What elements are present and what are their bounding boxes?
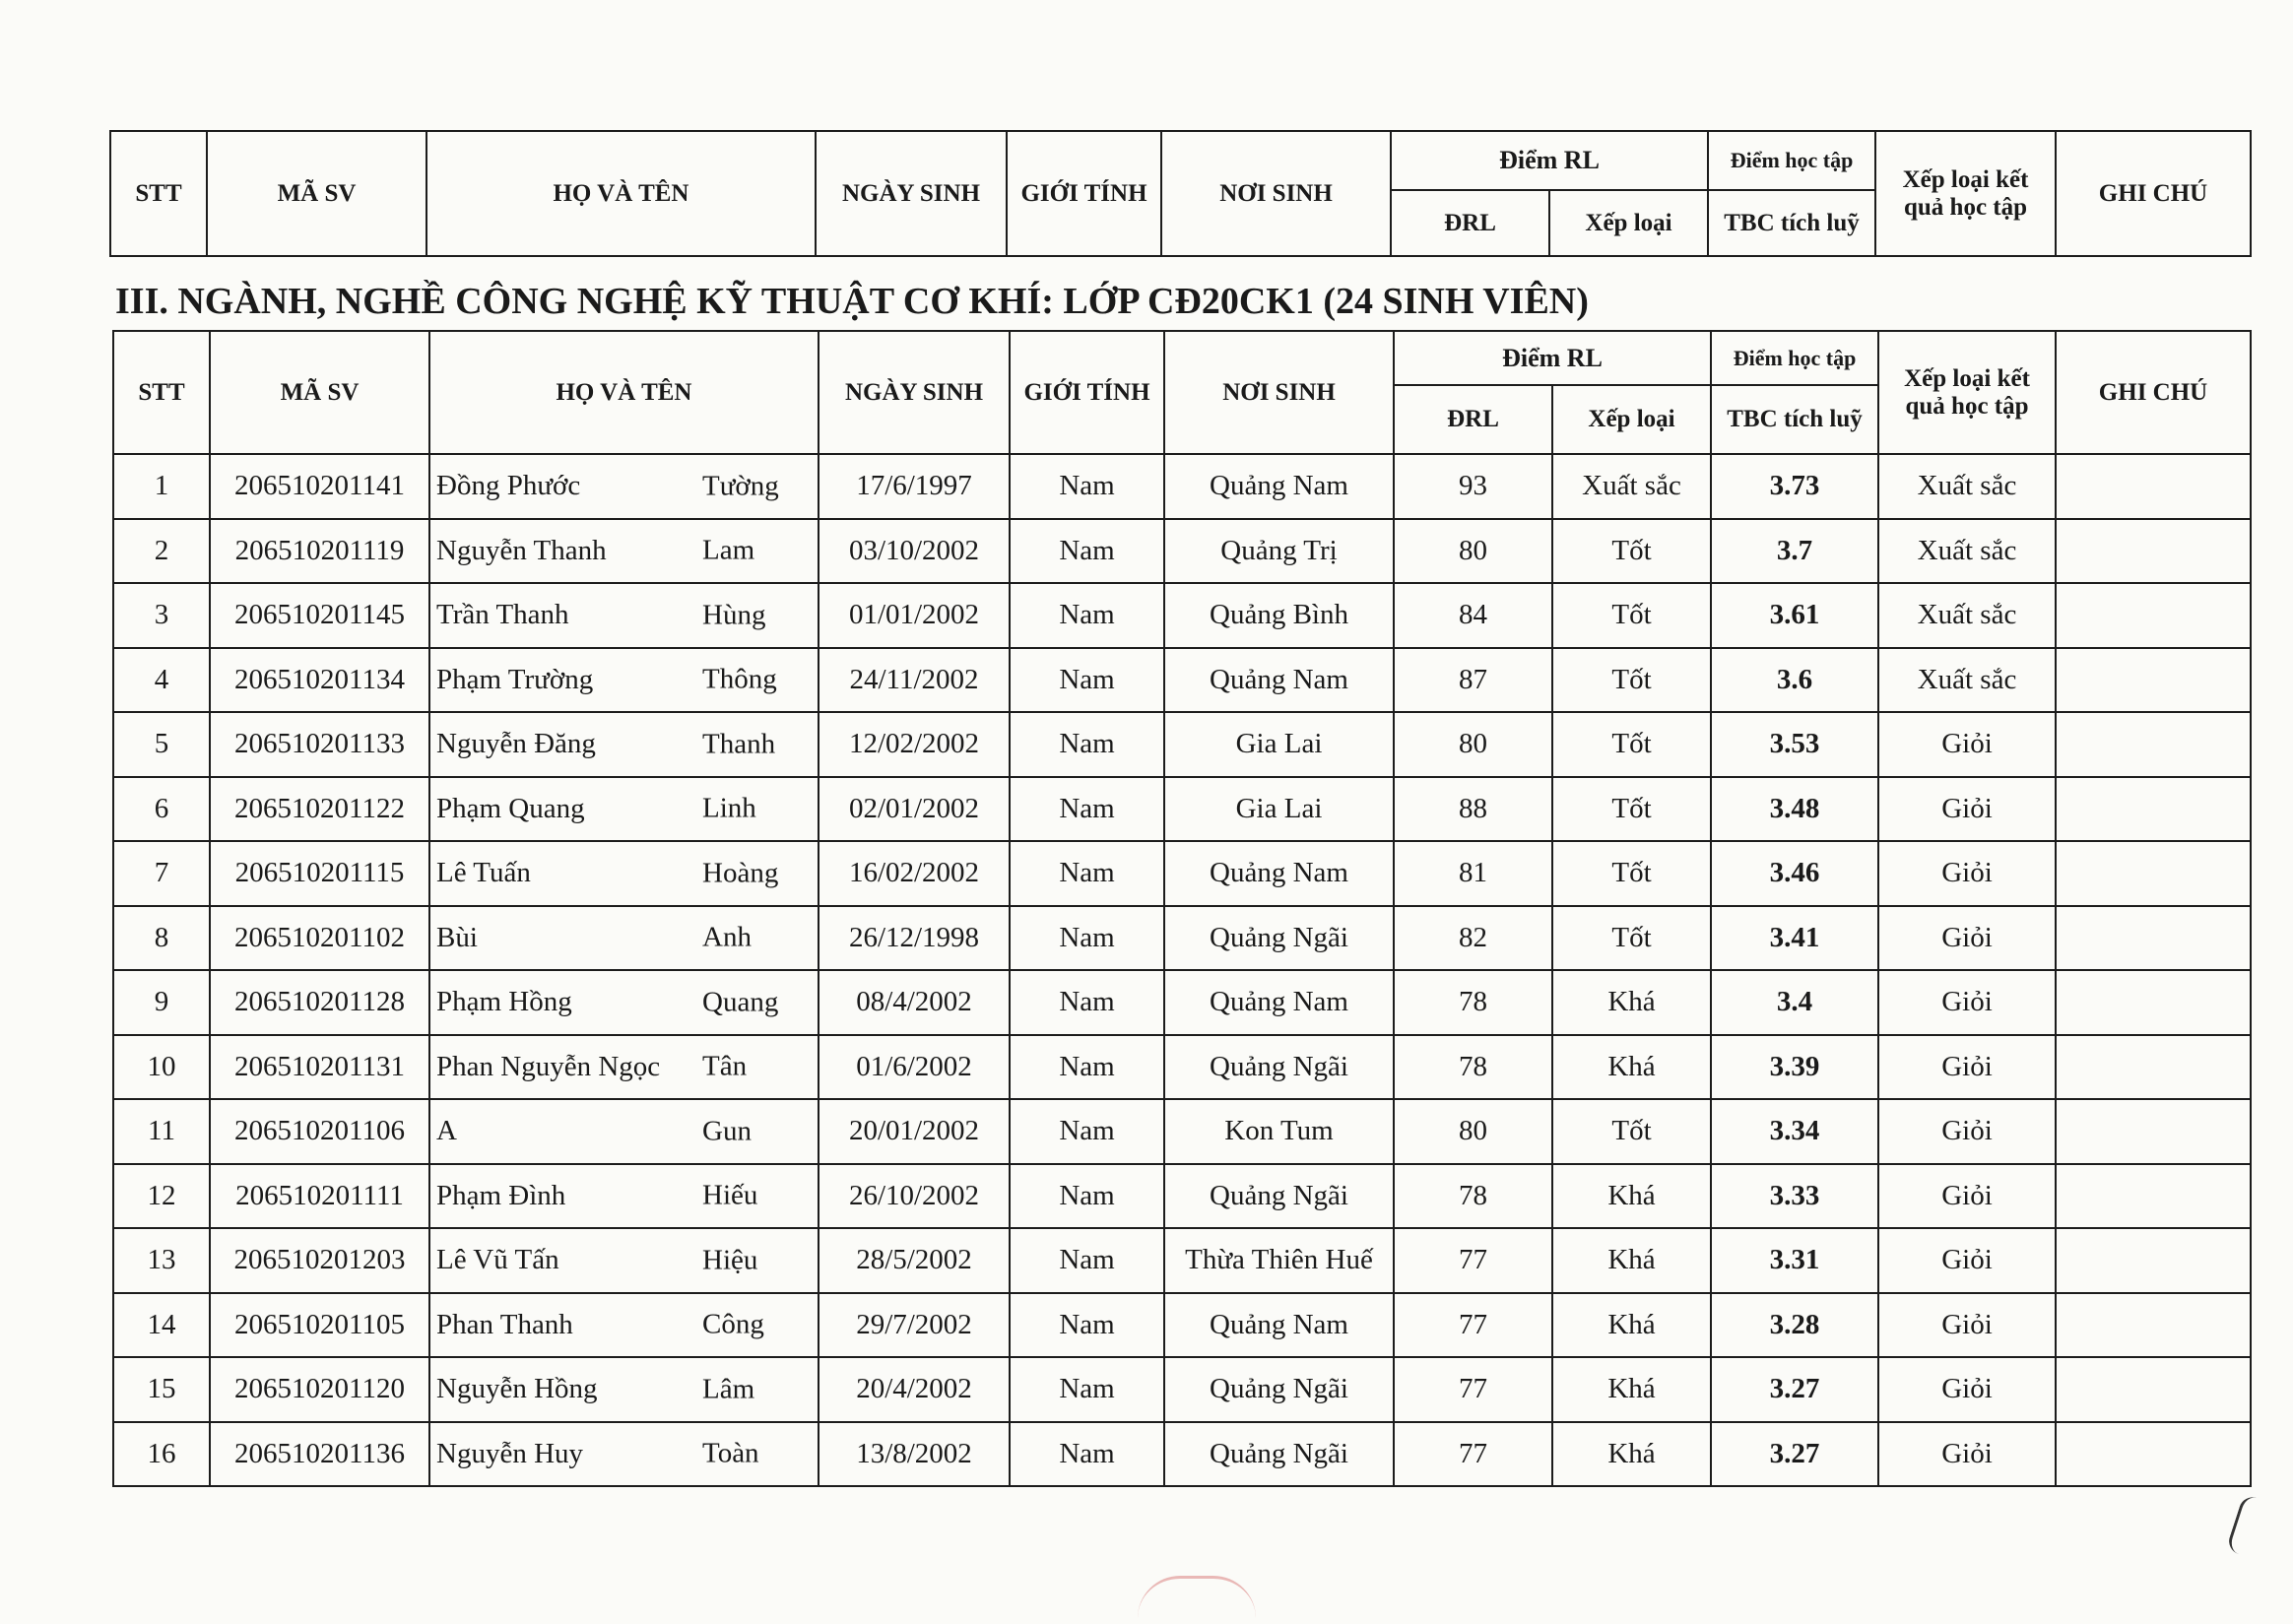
cell-ten: Hiếu bbox=[702, 1179, 758, 1211]
cell-ghi-chu bbox=[2056, 1035, 2251, 1100]
cell-ghi-chu bbox=[2056, 906, 2251, 971]
cell-noi-sinh: Quảng Trị bbox=[1164, 519, 1394, 584]
cell-ghi-chu bbox=[2056, 519, 2251, 584]
table-row bbox=[113, 777, 2251, 842]
cell-ghi-chu bbox=[2056, 1357, 2251, 1422]
cell-stt: 16 bbox=[113, 1422, 210, 1487]
cell-ho: Nguyễn Thanh bbox=[436, 534, 607, 566]
cell-ten: Hiệu bbox=[702, 1244, 758, 1276]
cell-noi-sinh: Quảng Ngãi bbox=[1164, 1422, 1394, 1487]
table-row bbox=[113, 712, 2251, 777]
cell-ho: Phạm Trường bbox=[436, 663, 594, 695]
cell-noi-sinh: Thừa Thiên Huế bbox=[1164, 1228, 1394, 1293]
cell-noi-sinh: Kon Tum bbox=[1164, 1099, 1394, 1164]
cell-ho: Đồng Phước bbox=[436, 470, 581, 502]
table-row bbox=[113, 1164, 2251, 1229]
col-xep-loai-rl: Xếp loại bbox=[1549, 190, 1708, 256]
section-header-table bbox=[112, 330, 2252, 455]
cell-ho: Phạm Đình bbox=[436, 1179, 566, 1211]
cell-xep-loai-rl: Xuất sắc bbox=[1552, 454, 1711, 519]
cell-xep-loai-rl: Khá bbox=[1552, 1164, 1711, 1229]
col-tbc-tich-luy: TBC tích luỹ bbox=[1711, 385, 1878, 454]
cell-xep-loai-rl: Tốt bbox=[1552, 906, 1711, 971]
xep-loai-ket-qua-line2: quả học tập bbox=[1905, 392, 2029, 420]
col-ma-sv: MÃ SV bbox=[207, 131, 426, 256]
cell-ngay-sinh: 13/8/2002 bbox=[819, 1422, 1010, 1487]
xep-loai-ket-qua-line1: Xếp loại kết bbox=[1904, 364, 2030, 392]
cell-tbc: 3.27 bbox=[1711, 1422, 1878, 1487]
cell-xep-loai-rl: Khá bbox=[1552, 1293, 1711, 1358]
cell-ngay-sinh: 03/10/2002 bbox=[819, 519, 1010, 584]
cell-drl: 87 bbox=[1394, 648, 1552, 713]
cell-drl: 82 bbox=[1394, 906, 1552, 971]
cell-ghi-chu bbox=[2056, 1228, 2251, 1293]
cell-xep-loai-ht: Xuất sắc bbox=[1878, 519, 2056, 584]
table-row bbox=[113, 1228, 2251, 1293]
cell-drl: 80 bbox=[1394, 712, 1552, 777]
cell-xep-loai-rl: Khá bbox=[1552, 970, 1711, 1035]
cell-ho: Nguyễn Hồng bbox=[436, 1373, 598, 1405]
cell-drl: 88 bbox=[1394, 777, 1552, 842]
cell-ho-va-ten bbox=[429, 970, 819, 1035]
cell-ten: Thanh bbox=[702, 728, 776, 760]
table-row bbox=[113, 519, 2251, 584]
cell-ma-sv: 206510201131 bbox=[210, 1035, 429, 1100]
cell-xep-loai-ht: Xuất sắc bbox=[1878, 454, 2056, 519]
cell-stt: 12 bbox=[113, 1164, 210, 1229]
cell-ten: Hoàng bbox=[702, 857, 779, 889]
col-gioi-tinh: GIỚI TÍNH bbox=[1010, 331, 1164, 454]
cell-ghi-chu bbox=[2056, 648, 2251, 713]
col-drl: ĐRL bbox=[1394, 385, 1552, 454]
cell-ngay-sinh: 29/7/2002 bbox=[819, 1293, 1010, 1358]
cell-xep-loai-rl: Tốt bbox=[1552, 648, 1711, 713]
xep-loai-ket-qua-line2: quả học tập bbox=[1903, 193, 2028, 221]
cell-tbc: 3.41 bbox=[1711, 906, 1878, 971]
col-diem-rl: Điểm RL bbox=[1394, 331, 1711, 385]
cell-gioi-tinh: Nam bbox=[1010, 1293, 1164, 1358]
cell-tbc: 3.7 bbox=[1711, 519, 1878, 584]
cell-ma-sv: 206510201136 bbox=[210, 1422, 429, 1487]
col-noi-sinh: NƠI SINH bbox=[1164, 331, 1394, 454]
table-row bbox=[113, 1099, 2251, 1164]
cell-ma-sv: 206510201145 bbox=[210, 583, 429, 648]
cell-xep-loai-rl: Khá bbox=[1552, 1228, 1711, 1293]
cell-gioi-tinh: Nam bbox=[1010, 1035, 1164, 1100]
cell-gioi-tinh: Nam bbox=[1010, 1357, 1164, 1422]
cell-ma-sv: 206510201102 bbox=[210, 906, 429, 971]
cell-stt: 15 bbox=[113, 1357, 210, 1422]
cell-ngay-sinh: 20/01/2002 bbox=[819, 1099, 1010, 1164]
cell-tbc: 3.34 bbox=[1711, 1099, 1878, 1164]
cell-drl: 80 bbox=[1394, 1099, 1552, 1164]
cell-ghi-chu bbox=[2056, 777, 2251, 842]
cell-tbc: 3.27 bbox=[1711, 1357, 1878, 1422]
cell-ten: Tân bbox=[702, 1050, 748, 1082]
cell-ma-sv: 206510201133 bbox=[210, 712, 429, 777]
cell-stt: 11 bbox=[113, 1099, 210, 1164]
cell-stt: 1 bbox=[113, 454, 210, 519]
cell-noi-sinh: Quảng Bình bbox=[1164, 583, 1394, 648]
cell-ho-va-ten bbox=[429, 1422, 819, 1487]
cell-tbc: 3.31 bbox=[1711, 1228, 1878, 1293]
cell-ten: Tường bbox=[702, 470, 779, 502]
cell-ho-va-ten bbox=[429, 1293, 819, 1358]
col-diem-hoc-tap: Điểm học tập bbox=[1711, 331, 1878, 385]
cell-stt: 8 bbox=[113, 906, 210, 971]
cell-stt: 2 bbox=[113, 519, 210, 584]
cell-ma-sv: 206510201134 bbox=[210, 648, 429, 713]
cell-ten: Toàn bbox=[702, 1437, 759, 1469]
cell-ten: Gun bbox=[702, 1115, 752, 1147]
cell-tbc: 3.33 bbox=[1711, 1164, 1878, 1229]
cell-ghi-chu bbox=[2056, 970, 2251, 1035]
cell-tbc: 3.61 bbox=[1711, 583, 1878, 648]
cell-xep-loai-ht: Giỏi bbox=[1878, 1357, 2056, 1422]
cell-ho-va-ten bbox=[429, 454, 819, 519]
cell-xep-loai-ht: Giỏi bbox=[1878, 1099, 2056, 1164]
cell-noi-sinh: Quảng Nam bbox=[1164, 648, 1394, 713]
cell-tbc: 3.46 bbox=[1711, 841, 1878, 906]
col-xep-loai-ket-qua bbox=[1878, 331, 2056, 454]
cell-ngay-sinh: 16/02/2002 bbox=[819, 841, 1010, 906]
top-header-table bbox=[109, 130, 2252, 257]
cell-xep-loai-rl: Tốt bbox=[1552, 841, 1711, 906]
cell-ngay-sinh: 17/6/1997 bbox=[819, 454, 1010, 519]
cell-stt: 10 bbox=[113, 1035, 210, 1100]
cell-ngay-sinh: 01/6/2002 bbox=[819, 1035, 1010, 1100]
col-ho-va-ten: HỌ VÀ TÊN bbox=[426, 131, 816, 256]
table-row bbox=[113, 970, 2251, 1035]
cell-ho-va-ten bbox=[429, 648, 819, 713]
cell-drl: 78 bbox=[1394, 970, 1552, 1035]
cell-ho-va-ten bbox=[429, 712, 819, 777]
cell-ghi-chu bbox=[2056, 1293, 2251, 1358]
col-ngay-sinh: NGÀY SINH bbox=[819, 331, 1010, 454]
cell-ma-sv: 206510201141 bbox=[210, 454, 429, 519]
cell-xep-loai-rl: Tốt bbox=[1552, 519, 1711, 584]
cell-xep-loai-ht: Giỏi bbox=[1878, 1035, 2056, 1100]
col-diem-rl: Điểm RL bbox=[1391, 131, 1708, 190]
cell-noi-sinh: Gia Lai bbox=[1164, 777, 1394, 842]
cell-ma-sv: 206510201119 bbox=[210, 519, 429, 584]
cell-stt: 7 bbox=[113, 841, 210, 906]
cell-tbc: 3.28 bbox=[1711, 1293, 1878, 1358]
student-rows bbox=[113, 454, 2251, 1486]
table-row bbox=[113, 454, 2251, 519]
cell-ho-va-ten bbox=[429, 1099, 819, 1164]
cell-ngay-sinh: 01/01/2002 bbox=[819, 583, 1010, 648]
cell-ngay-sinh: 20/4/2002 bbox=[819, 1357, 1010, 1422]
cell-ma-sv: 206510201106 bbox=[210, 1099, 429, 1164]
col-diem-hoc-tap: Điểm học tập bbox=[1708, 131, 1875, 190]
cell-gioi-tinh: Nam bbox=[1010, 777, 1164, 842]
cell-ten: Anh bbox=[702, 921, 752, 953]
cell-noi-sinh: Quảng Nam bbox=[1164, 454, 1394, 519]
cell-ma-sv: 206510201111 bbox=[210, 1164, 429, 1229]
cell-gioi-tinh: Nam bbox=[1010, 1228, 1164, 1293]
cell-xep-loai-rl: Tốt bbox=[1552, 712, 1711, 777]
cell-drl: 78 bbox=[1394, 1035, 1552, 1100]
table-row bbox=[113, 648, 2251, 713]
cell-xep-loai-ht: Giỏi bbox=[1878, 777, 2056, 842]
cell-ho: Nguyễn Huy bbox=[436, 1437, 584, 1469]
cell-ghi-chu bbox=[2056, 841, 2251, 906]
cell-stt: 3 bbox=[113, 583, 210, 648]
cell-ten: Lam bbox=[702, 534, 755, 566]
cell-drl: 80 bbox=[1394, 519, 1552, 584]
cell-stt: 13 bbox=[113, 1228, 210, 1293]
cell-ma-sv: 206510201203 bbox=[210, 1228, 429, 1293]
cell-ho: Lê Tuấn bbox=[436, 857, 531, 889]
cell-ho-va-ten bbox=[429, 519, 819, 584]
col-ghi-chu: GHI CHÚ bbox=[2056, 331, 2251, 454]
cell-tbc: 3.48 bbox=[1711, 777, 1878, 842]
cell-ghi-chu bbox=[2056, 1422, 2251, 1487]
cell-stt: 4 bbox=[113, 648, 210, 713]
col-gioi-tinh: GIỚI TÍNH bbox=[1007, 131, 1161, 256]
cell-ten: Công bbox=[702, 1308, 764, 1340]
cell-ho: Trần Thanh bbox=[436, 599, 569, 631]
cell-ho-va-ten bbox=[429, 1164, 819, 1229]
col-tbc-tich-luy: TBC tích luỹ bbox=[1708, 190, 1875, 256]
cell-xep-loai-rl: Khá bbox=[1552, 1035, 1711, 1100]
col-ho-va-ten: HỌ VÀ TÊN bbox=[429, 331, 819, 454]
cell-noi-sinh: Quảng Nam bbox=[1164, 970, 1394, 1035]
cell-gioi-tinh: Nam bbox=[1010, 519, 1164, 584]
cell-drl: 77 bbox=[1394, 1228, 1552, 1293]
cell-gioi-tinh: Nam bbox=[1010, 906, 1164, 971]
cell-ho: Phan Thanh bbox=[436, 1308, 573, 1340]
cell-xep-loai-ht: Giỏi bbox=[1878, 841, 2056, 906]
col-ghi-chu: GHI CHÚ bbox=[2056, 131, 2251, 256]
cell-ho: Phạm Quang bbox=[436, 792, 585, 824]
cell-gioi-tinh: Nam bbox=[1010, 1099, 1164, 1164]
cell-tbc: 3.6 bbox=[1711, 648, 1878, 713]
cell-ngay-sinh: 08/4/2002 bbox=[819, 970, 1010, 1035]
cell-ma-sv: 206510201122 bbox=[210, 777, 429, 842]
col-ngay-sinh: NGÀY SINH bbox=[816, 131, 1007, 256]
table-row bbox=[113, 841, 2251, 906]
cell-ho-va-ten bbox=[429, 583, 819, 648]
table-row bbox=[113, 583, 2251, 648]
cell-xep-loai-ht: Giỏi bbox=[1878, 906, 2056, 971]
cell-xep-loai-ht: Xuất sắc bbox=[1878, 583, 2056, 648]
stamp-fragment bbox=[1138, 1576, 1256, 1618]
cell-noi-sinh: Gia Lai bbox=[1164, 712, 1394, 777]
cell-noi-sinh: Quảng Ngãi bbox=[1164, 906, 1394, 971]
cell-xep-loai-ht: Giỏi bbox=[1878, 1293, 2056, 1358]
cell-tbc: 3.73 bbox=[1711, 454, 1878, 519]
cell-ma-sv: 206510201128 bbox=[210, 970, 429, 1035]
cell-ten: Lâm bbox=[702, 1373, 755, 1405]
cell-xep-loai-ht: Giỏi bbox=[1878, 1422, 2056, 1487]
cell-ho: Phan Nguyễn Ngọc bbox=[436, 1050, 661, 1082]
cell-ho-va-ten bbox=[429, 1228, 819, 1293]
cell-xep-loai-rl: Tốt bbox=[1552, 583, 1711, 648]
col-stt: STT bbox=[113, 331, 210, 454]
cell-gioi-tinh: Nam bbox=[1010, 712, 1164, 777]
cell-ma-sv: 206510201120 bbox=[210, 1357, 429, 1422]
cell-ho-va-ten bbox=[429, 1357, 819, 1422]
cell-ghi-chu bbox=[2056, 1099, 2251, 1164]
cell-ho: Nguyễn Đăng bbox=[436, 728, 596, 760]
table-row bbox=[113, 1035, 2251, 1100]
section-title: III. NGÀNH, NGHỀ CÔNG NGHỆ KỸ THUẬT CƠ KHÍ: LỚP CĐ20CK1 (24 SINH VIÊN) bbox=[115, 281, 1589, 322]
cell-noi-sinh: Quảng Ngãi bbox=[1164, 1164, 1394, 1229]
col-xep-loai-ket-qua bbox=[1875, 131, 2056, 256]
col-stt: STT bbox=[110, 131, 207, 256]
col-xep-loai-rl: Xếp loại bbox=[1552, 385, 1711, 454]
cell-ho: Bùi bbox=[436, 921, 478, 953]
cell-drl: 84 bbox=[1394, 583, 1552, 648]
cell-ho-va-ten bbox=[429, 841, 819, 906]
cell-ho-va-ten bbox=[429, 777, 819, 842]
cell-ngay-sinh: 26/10/2002 bbox=[819, 1164, 1010, 1229]
cell-gioi-tinh: Nam bbox=[1010, 1164, 1164, 1229]
cell-xep-loai-ht: Giỏi bbox=[1878, 970, 2056, 1035]
cell-ho-va-ten bbox=[429, 906, 819, 971]
cell-stt: 5 bbox=[113, 712, 210, 777]
cell-drl: 93 bbox=[1394, 454, 1552, 519]
cell-ngay-sinh: 12/02/2002 bbox=[819, 712, 1010, 777]
col-drl: ĐRL bbox=[1391, 190, 1549, 256]
initial-mark bbox=[2225, 1494, 2272, 1560]
cell-noi-sinh: Quảng Ngãi bbox=[1164, 1357, 1394, 1422]
cell-drl: 81 bbox=[1394, 841, 1552, 906]
cell-ghi-chu bbox=[2056, 583, 2251, 648]
cell-drl: 77 bbox=[1394, 1357, 1552, 1422]
cell-xep-loai-rl: Khá bbox=[1552, 1357, 1711, 1422]
student-table bbox=[112, 453, 2252, 1487]
cell-xep-loai-ht: Giỏi bbox=[1878, 1164, 2056, 1229]
cell-stt: 14 bbox=[113, 1293, 210, 1358]
cell-xep-loai-rl: Tốt bbox=[1552, 1099, 1711, 1164]
xep-loai-ket-qua-line1: Xếp loại kết bbox=[1902, 165, 2029, 193]
cell-drl: 77 bbox=[1394, 1293, 1552, 1358]
cell-xep-loai-ht: Giỏi bbox=[1878, 712, 2056, 777]
cell-ho-va-ten bbox=[429, 1035, 819, 1100]
cell-gioi-tinh: Nam bbox=[1010, 648, 1164, 713]
cell-ngay-sinh: 28/5/2002 bbox=[819, 1228, 1010, 1293]
cell-gioi-tinh: Nam bbox=[1010, 454, 1164, 519]
cell-gioi-tinh: Nam bbox=[1010, 970, 1164, 1035]
cell-gioi-tinh: Nam bbox=[1010, 1422, 1164, 1487]
col-ma-sv: MÃ SV bbox=[210, 331, 429, 454]
table-row bbox=[113, 1293, 2251, 1358]
cell-gioi-tinh: Nam bbox=[1010, 583, 1164, 648]
cell-xep-loai-rl: Tốt bbox=[1552, 777, 1711, 842]
cell-drl: 77 bbox=[1394, 1422, 1552, 1487]
cell-noi-sinh: Quảng Ngãi bbox=[1164, 1035, 1394, 1100]
cell-drl: 78 bbox=[1394, 1164, 1552, 1229]
cell-ho: Lê Vũ Tấn bbox=[436, 1244, 559, 1276]
table-row bbox=[113, 1357, 2251, 1422]
cell-ho: Phạm Hồng bbox=[436, 986, 572, 1018]
cell-stt: 9 bbox=[113, 970, 210, 1035]
cell-tbc: 3.39 bbox=[1711, 1035, 1878, 1100]
cell-ten: Thông bbox=[702, 663, 777, 695]
cell-ngay-sinh: 02/01/2002 bbox=[819, 777, 1010, 842]
cell-stt: 6 bbox=[113, 777, 210, 842]
cell-xep-loai-ht: Giỏi bbox=[1878, 1228, 2056, 1293]
cell-tbc: 3.4 bbox=[1711, 970, 1878, 1035]
cell-tbc: 3.53 bbox=[1711, 712, 1878, 777]
cell-ten: Quang bbox=[702, 986, 779, 1018]
cell-ten: Hùng bbox=[702, 599, 766, 631]
table-row bbox=[113, 1422, 2251, 1487]
cell-ma-sv: 206510201115 bbox=[210, 841, 429, 906]
cell-ma-sv: 206510201105 bbox=[210, 1293, 429, 1358]
cell-ngay-sinh: 24/11/2002 bbox=[819, 648, 1010, 713]
cell-xep-loai-ht: Xuất sắc bbox=[1878, 648, 2056, 713]
cell-ghi-chu bbox=[2056, 712, 2251, 777]
cell-ngay-sinh: 26/12/1998 bbox=[819, 906, 1010, 971]
cell-noi-sinh: Quảng Nam bbox=[1164, 1293, 1394, 1358]
cell-noi-sinh: Quảng Nam bbox=[1164, 841, 1394, 906]
col-noi-sinh: NƠI SINH bbox=[1161, 131, 1391, 256]
cell-gioi-tinh: Nam bbox=[1010, 841, 1164, 906]
table-row bbox=[113, 906, 2251, 971]
cell-ten: Linh bbox=[702, 792, 756, 824]
cell-ghi-chu bbox=[2056, 1164, 2251, 1229]
cell-ghi-chu bbox=[2056, 454, 2251, 519]
cell-xep-loai-rl: Khá bbox=[1552, 1422, 1711, 1487]
cell-ho: A bbox=[436, 1115, 457, 1147]
